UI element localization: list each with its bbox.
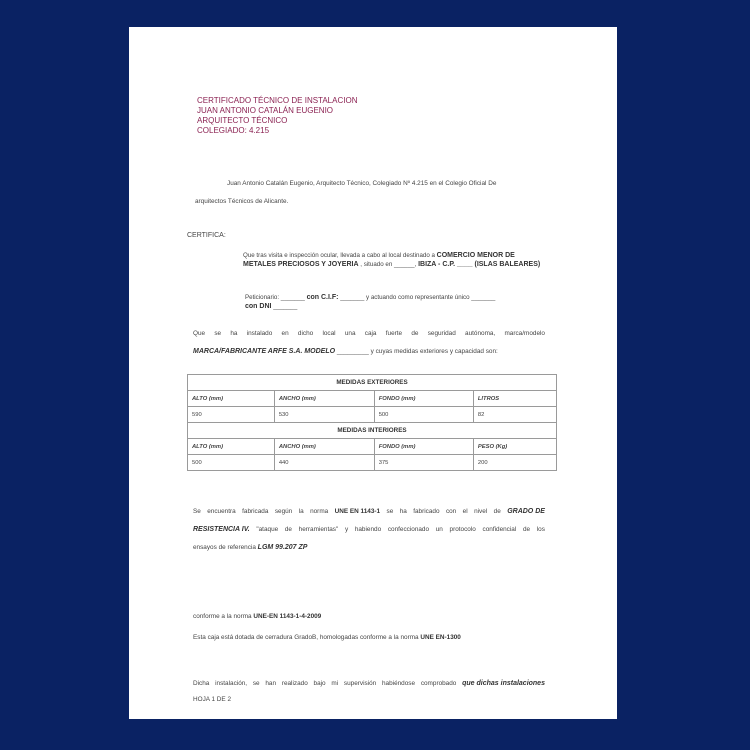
word: y (344, 526, 349, 533)
word: fabricado (413, 508, 440, 515)
word: mi (331, 680, 339, 687)
word: realizado (281, 680, 308, 687)
word: confeccionado (387, 526, 430, 533)
word: han (265, 680, 277, 687)
installation-text-2: _________ y cuyas medidas exteriores y capacidad son: (336, 348, 498, 355)
word: habiendo (354, 526, 382, 533)
word: RESISTENCIA IV. (193, 526, 250, 533)
header-registration: COLEGIADO: 4.215 (197, 126, 270, 135)
word: GRADO DE (507, 508, 545, 515)
installation-brand-model: MARCA/FABRICANTE ARFE S.A. MODELO (193, 348, 336, 355)
word: autónoma, (465, 330, 496, 337)
header-profession: ARQUITECTO TÉCNICO (197, 116, 288, 125)
page-number: HOJA 1 DE 2 (193, 696, 232, 703)
visit-activity: COMERCIO MENOR DE METALES PRECIOSOS Y JOYERIA (243, 252, 515, 268)
supervision-line-1 (193, 676, 545, 692)
word: se (386, 508, 394, 515)
intro-line-2: arquitectos Técnicos de Alicante. (195, 198, 289, 205)
word: fabricada (242, 508, 269, 515)
standard-line-2 (193, 521, 545, 539)
exterior-value-cell: 500 (374, 407, 473, 423)
interior-measurements-title: MEDIDAS INTERIORES (188, 423, 557, 439)
word: habiéndose (381, 680, 416, 687)
word: nivel (474, 508, 488, 515)
standard-reference-code: LGM 99.207 ZP (257, 544, 308, 551)
word: marca/modelo (504, 330, 545, 337)
word: UNE EN 1143-1 (334, 508, 381, 515)
interior-header-cell: FONDO (mm) (374, 439, 473, 455)
word: en (281, 330, 289, 337)
header-title: CERTIFICADO TÉCNICO DE INSTALACION (197, 96, 358, 105)
table-row (188, 391, 557, 407)
word: Dicha (193, 680, 210, 687)
exterior-measurements-title: MEDIDAS EXTERIORES (188, 375, 557, 391)
word: de (411, 330, 419, 337)
word: una (344, 330, 356, 337)
peticionario-text-1: Peticionario: _______ (245, 294, 305, 301)
conforme-standard: UNE-EN 1143-1-4-2009 (253, 613, 322, 620)
exterior-header-cell: ANCHO (mm) (274, 391, 374, 407)
standard-reference-text: ensayos de referencia (193, 544, 256, 551)
word: ha (230, 330, 238, 337)
standard-line-1 (193, 503, 545, 521)
lock-standard: UNE EN-1300 (420, 634, 461, 641)
interior-header-cell: ANCHO (mm) (274, 439, 374, 455)
word: herramientas" (298, 526, 339, 533)
header-name: JUAN ANTONIO CATALÁN EUGENIO (197, 106, 334, 115)
interior-header-cell: ALTO (mm) (188, 439, 275, 455)
word: según (274, 508, 293, 515)
intro-paragraph (195, 175, 535, 211)
exterior-header-cell: LITROS (473, 391, 556, 407)
certifica-label: CERTIFICA: (187, 232, 226, 239)
word: que dichas instalaciones (462, 680, 545, 687)
word: los (536, 526, 545, 533)
interior-value-cell: 200 (473, 455, 556, 471)
measurements-table (187, 374, 557, 471)
exterior-value-cell: 82 (473, 407, 556, 423)
intro-line-1: Juan Antonio Catalán Eugenio, Arquitecto Técnico, Colegiado Nº 4.215 en el Colegio Oficial De (227, 180, 497, 187)
word: instalado (246, 330, 273, 337)
peticionario-paragraph (245, 293, 545, 311)
interior-value-cell: 440 (274, 455, 374, 471)
word: con (445, 508, 457, 515)
interior-value-cell: 375 (374, 455, 473, 471)
exterior-header-cell: ALTO (mm) (188, 391, 275, 407)
word: la (298, 508, 304, 515)
installation-line-2 (193, 343, 545, 361)
word: de (284, 526, 292, 533)
word: protocolo (449, 526, 476, 533)
word: comprobado (420, 680, 457, 687)
word: norma (310, 508, 329, 515)
certificate-header (197, 96, 357, 136)
word: dicho (297, 330, 314, 337)
word: local (322, 330, 336, 337)
word: confidencial (482, 526, 517, 533)
conforme-text: conforme a la norma (193, 613, 252, 620)
document-page (129, 27, 617, 719)
table-row (188, 439, 557, 455)
word: bajo (313, 680, 326, 687)
word: supervisión (343, 680, 377, 687)
installation-line-1 (193, 325, 545, 343)
conforme-line (193, 613, 321, 620)
word: se (214, 330, 222, 337)
lock-line (193, 634, 461, 641)
lock-text: Esta caja está dotada de cerradura GradoB, homologadas conforme a la norma (193, 634, 419, 641)
table-row (188, 407, 557, 423)
interior-header-cell: PESO (Kg) (473, 439, 556, 455)
word: un (435, 526, 443, 533)
visit-text-1: Que tras visita e inspección ocular, llevada a cabo al local destinado a (243, 252, 435, 259)
visit-location: IBIZA - C.P. ____ (ISLAS BALEARES) (418, 261, 541, 268)
interior-value-cell: 500 (188, 455, 275, 471)
word: caja (364, 330, 377, 337)
peticionario-text-2: _______ y actuando como representante único _______ (340, 294, 496, 301)
exterior-header-cell: FONDO (mm) (374, 391, 473, 407)
peticionario-cif: con C.I.F: (306, 294, 339, 301)
exterior-value-cell: 530 (274, 407, 374, 423)
visit-text-2: , situado en ______, (360, 261, 417, 268)
word: fuerte (385, 330, 403, 337)
visit-paragraph (243, 251, 547, 269)
word: de (493, 508, 501, 515)
supervision-paragraph (193, 676, 545, 708)
word: "ataque (256, 526, 279, 533)
installation-paragraph (193, 325, 545, 361)
peticionario-text-3: _______ (273, 303, 298, 310)
word: el (462, 508, 468, 515)
word: instalación, (215, 680, 248, 687)
word: Que (193, 330, 206, 337)
word: de (522, 526, 531, 533)
word: ha (399, 508, 407, 515)
word: encuentra (207, 508, 236, 515)
standard-paragraph (193, 503, 545, 557)
table-row (188, 455, 557, 471)
word: se (252, 680, 260, 687)
word: Se (193, 508, 201, 515)
standard-line-3 (193, 539, 545, 557)
exterior-value-cell: 590 (188, 407, 275, 423)
peticionario-dni: con DNI (245, 303, 272, 310)
word: seguridad (427, 330, 456, 337)
